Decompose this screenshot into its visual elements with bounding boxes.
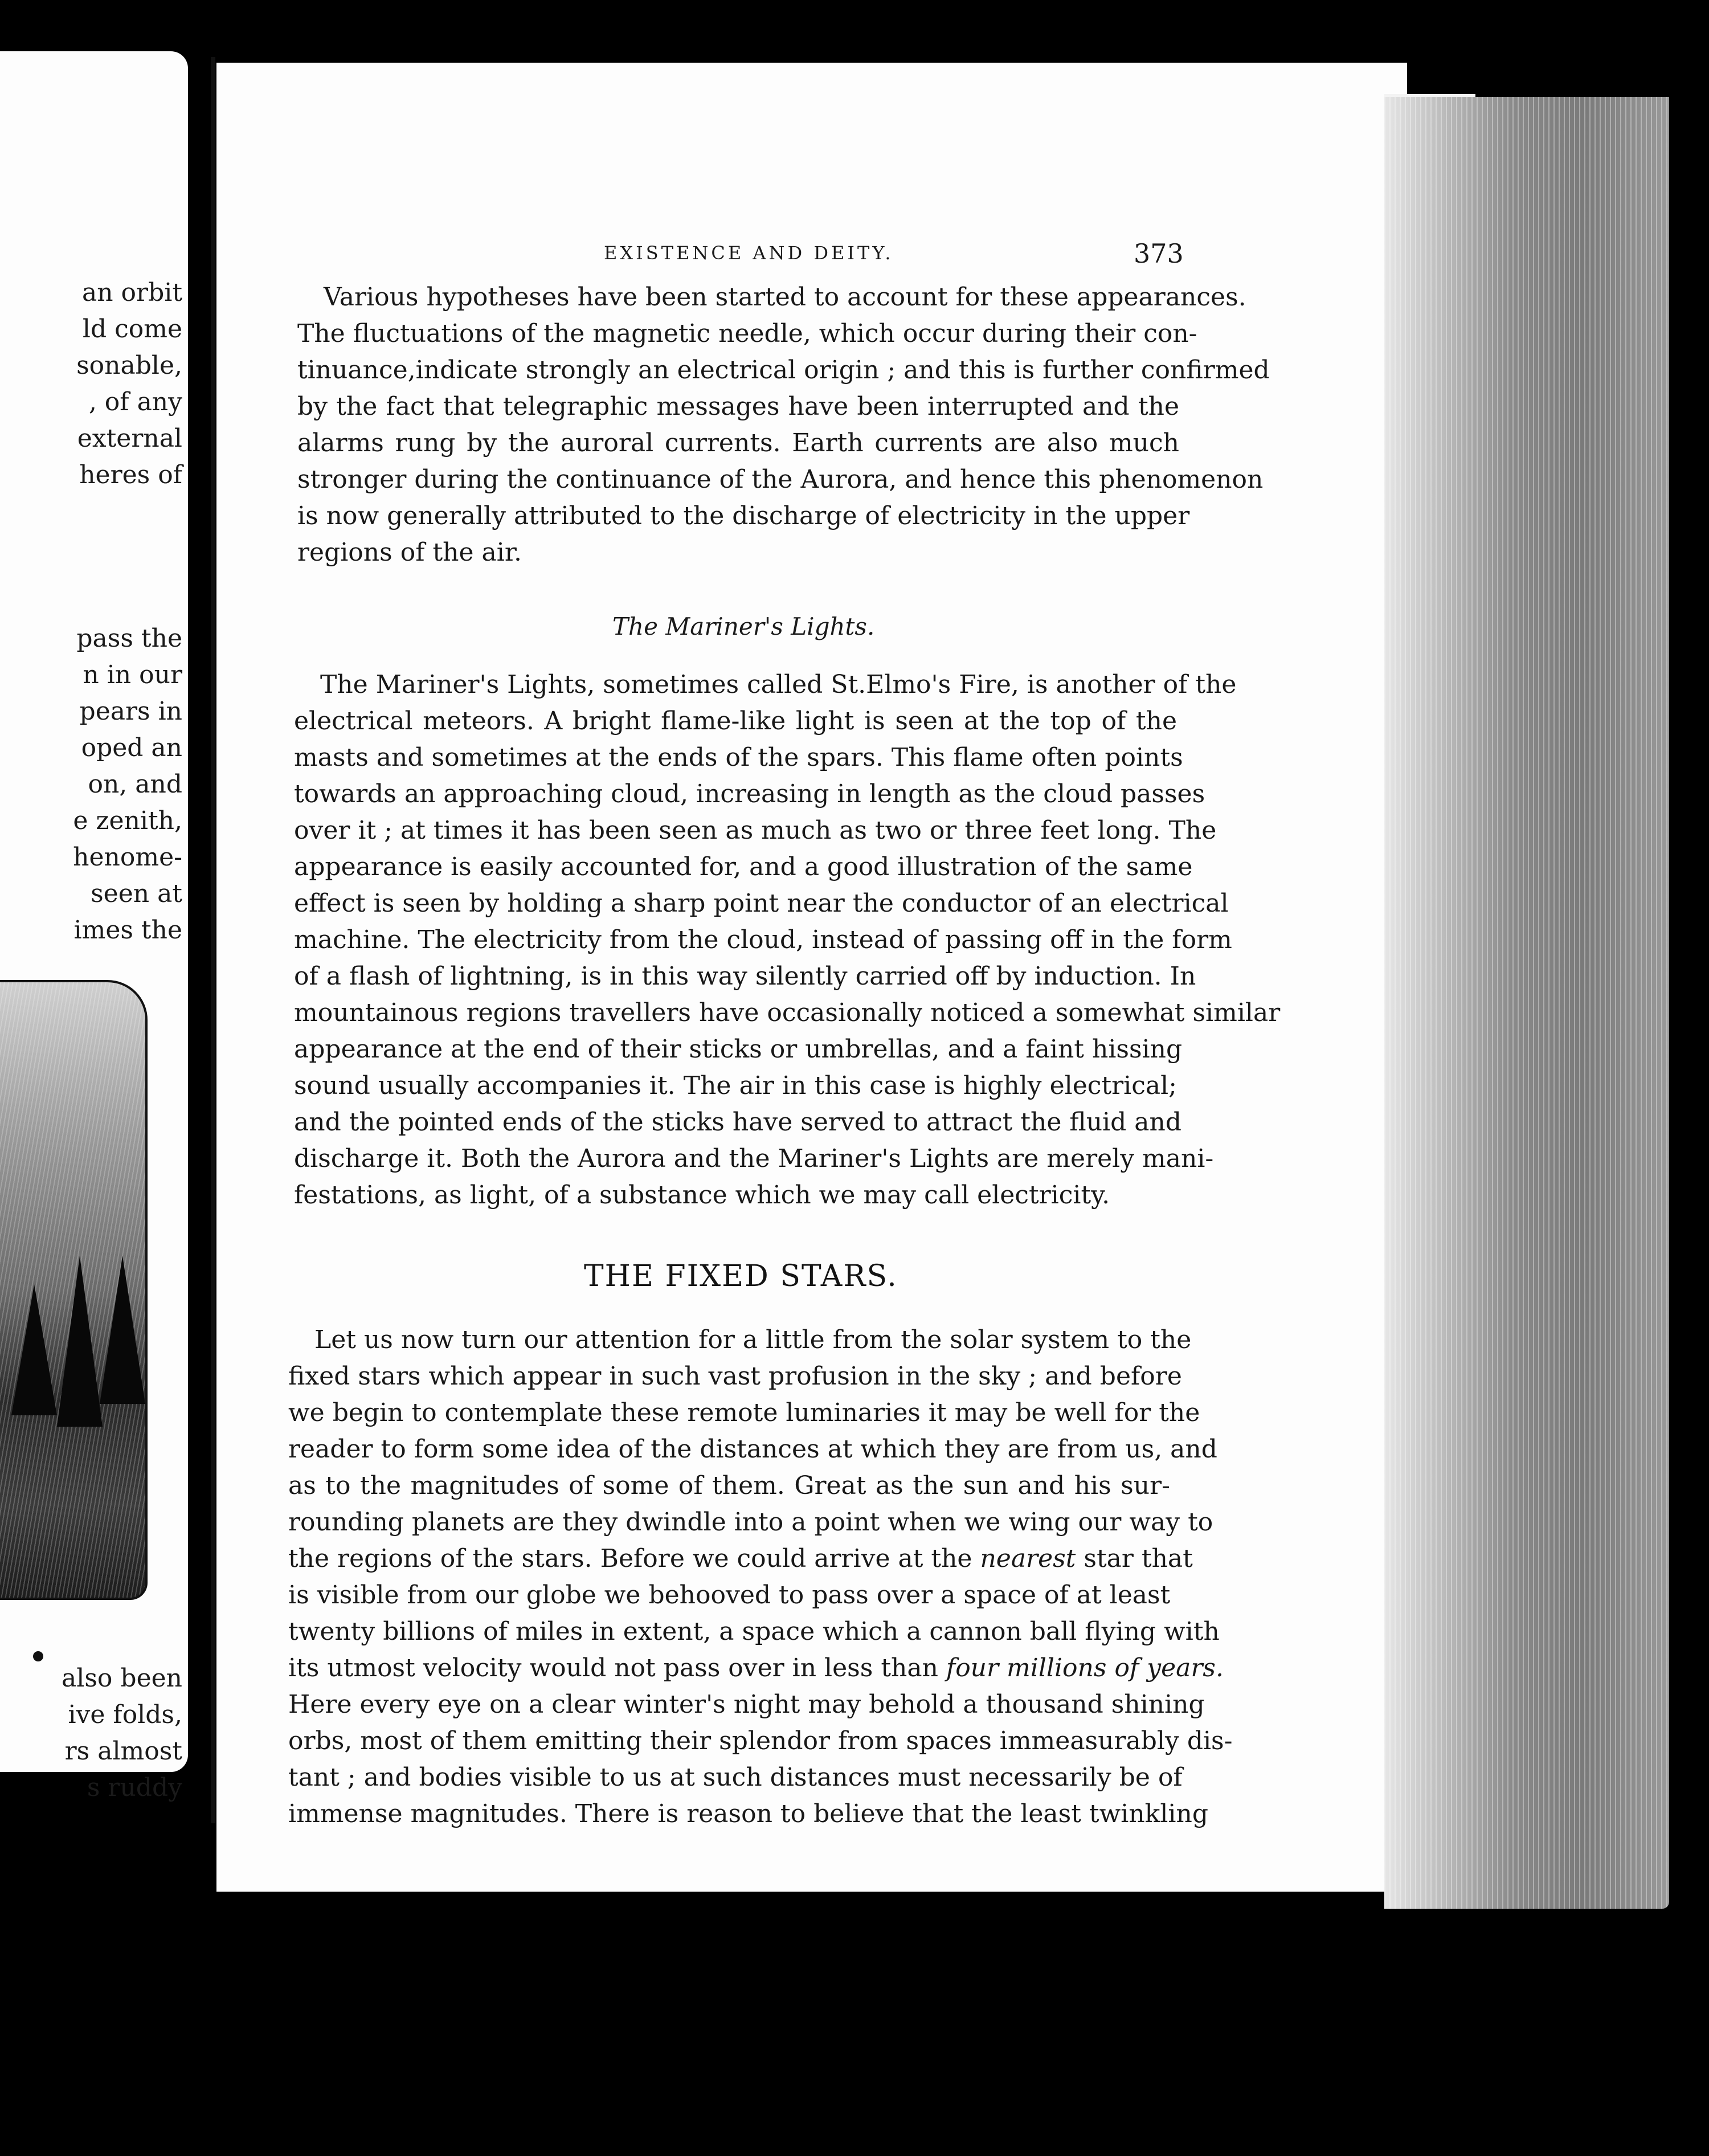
- left-text-fragment: also been: [62, 1664, 182, 1693]
- left-text-fragment: seen at: [91, 879, 182, 908]
- text-line: tinuance,indicate strongly an electrical origin ; and this is further confirmed: [297, 356, 1270, 385]
- text-line: Let us now turn our attention for a little from the solar system to the: [314, 1325, 1192, 1354]
- text-line: masts and sometimes at the ends of the spars. This flame often points: [294, 743, 1183, 772]
- left-text-fragment: pears in: [79, 697, 182, 726]
- left-text-fragment: , of any: [88, 387, 182, 416]
- left-text-fragment: an orbit: [82, 278, 182, 307]
- left-text-fragment: n in our: [83, 660, 182, 689]
- section-title-mariners-lights: The Mariner's Lights.: [612, 612, 875, 640]
- text-line: effect is seen by holding a sharp point near the conductor of an electrical: [294, 889, 1229, 918]
- page-number: 373: [1134, 238, 1184, 269]
- text-line: machine. The electricity from the cloud, instead of passing off in the form: [294, 925, 1232, 954]
- text-line: regions of the air.: [297, 538, 522, 567]
- tree-shape: [57, 1256, 103, 1427]
- text-line: appearance is easily accounted for, and a good illustration of the same: [294, 852, 1193, 881]
- left-text-fragment: pass the: [76, 624, 182, 653]
- text-line: electrical meteors. A bright flame-like light is seen at the top of the: [294, 707, 1177, 736]
- paragraph-fixed-stars: [288, 1322, 1233, 1832]
- text-line: appearance at the end of their sticks or umbrellas, and a faint hissing: [294, 1035, 1183, 1064]
- left-text-fragment: ive folds,: [68, 1700, 182, 1729]
- text-line: festations, as light, of a substance which we may call electricity.: [294, 1181, 1110, 1210]
- running-head: EXISTENCE AND DEITY.: [604, 242, 894, 264]
- text-line: the regions of the stars. Before we could arrive at the nearest star that: [288, 1544, 1193, 1573]
- left-text-fragment: henome-: [73, 843, 182, 872]
- text-line: immense magnitudes. There is reason to believe that the least twinkling: [288, 1799, 1208, 1828]
- text-line: mountainous regions travellers have occasionally noticed a somewhat similar: [294, 998, 1281, 1027]
- bullet-mark: [33, 1651, 43, 1661]
- text-line: rounding planets are they dwindle into a point when we wing our way to: [288, 1508, 1213, 1537]
- left-text-fragment: external: [77, 424, 182, 453]
- text-line: sound usually accompanies it. The air in this case is highly electrical;: [294, 1071, 1177, 1100]
- text-line: stronger during the continuance of the Aurora, and hence this phenomenon: [297, 465, 1264, 494]
- text-line: by the fact that telegraphic messages have been interrupted and the: [297, 392, 1179, 421]
- text-line: we begin to contemplate these remote luminaries it may be well for the: [288, 1398, 1200, 1427]
- paragraph-aurora-hypotheses: [297, 279, 1270, 571]
- text-line: The fluctuations of the magnetic needle, which occur during their con-: [297, 319, 1197, 348]
- text-line: and the pointed ends of the sticks have served to attract the fluid and: [294, 1108, 1182, 1137]
- text-line: its utmost velocity would not pass over in less than four millions of years.: [288, 1653, 1224, 1683]
- book-page-edges: [1384, 97, 1669, 1909]
- text-line: twenty billions of miles in extent, a space which a cannon ball flying with: [288, 1617, 1220, 1646]
- text-line: of a flash of lightning, is in this way silently carried off by induction. In: [294, 962, 1196, 991]
- left-text-fragment: oped an: [81, 733, 182, 762]
- left-text-fragment: sonable,: [76, 351, 182, 380]
- left-text-fragment: e zenith,: [73, 806, 182, 835]
- section-heading-fixed-stars: THE FIXED STARS.: [584, 1259, 898, 1293]
- text-line: is visible from our globe we behooved to pass over a space of at least: [288, 1581, 1171, 1610]
- left-text-fragment: imes the: [73, 916, 182, 945]
- text-line: towards an approaching cloud, increasing in length as the cloud passes: [294, 779, 1205, 808]
- left-text-fragment: on, and: [88, 770, 182, 799]
- text-line: as to the magnitudes of some of them. Great as the sun and his sur-: [288, 1471, 1170, 1500]
- left-text-fragment: ld come: [82, 315, 182, 344]
- book-gutter: [211, 57, 215, 1823]
- text-line: tant ; and bodies visible to us at such distances must necessarily be of: [288, 1763, 1183, 1792]
- text-line: alarms rung by the auroral currents. Earth currents are also much: [297, 428, 1179, 458]
- left-text-fragment: heres of: [79, 460, 182, 489]
- text-line: over it ; at times it has been seen as much as two or three feet long. The: [294, 816, 1217, 845]
- text-line: Various hypotheses have been started to account for these appearances.: [324, 283, 1246, 312]
- tree-shape: [11, 1284, 57, 1415]
- left-page: [0, 51, 188, 1802]
- text-line: reader to form some idea of the distances at which they are from us, and: [288, 1435, 1217, 1464]
- tree-shape: [100, 1256, 145, 1404]
- text-line: The Mariner's Lights, sometimes called St.Elmo's Fire, is another of the: [320, 670, 1237, 699]
- left-text-fragment: s ruddy: [87, 1773, 182, 1802]
- text-line: discharge it. Both the Aurora and the Mariner's Lights are merely mani-: [294, 1144, 1214, 1173]
- left-text-fragment: rs almost: [64, 1737, 182, 1766]
- engraving-illustration: [0, 980, 148, 1600]
- text-line: Here every eye on a clear winter's night may behold a thousand shining: [288, 1690, 1205, 1719]
- text-line: fixed stars which appear in such vast profusion in the sky ; and before: [288, 1362, 1182, 1391]
- text-line: is now generally attributed to the discharge of electricity in the upper: [297, 501, 1190, 530]
- paragraph-mariners-lights: [294, 667, 1281, 1214]
- text-line: orbs, most of them emitting their splendor from spaces immeasurably dis-: [288, 1726, 1233, 1755]
